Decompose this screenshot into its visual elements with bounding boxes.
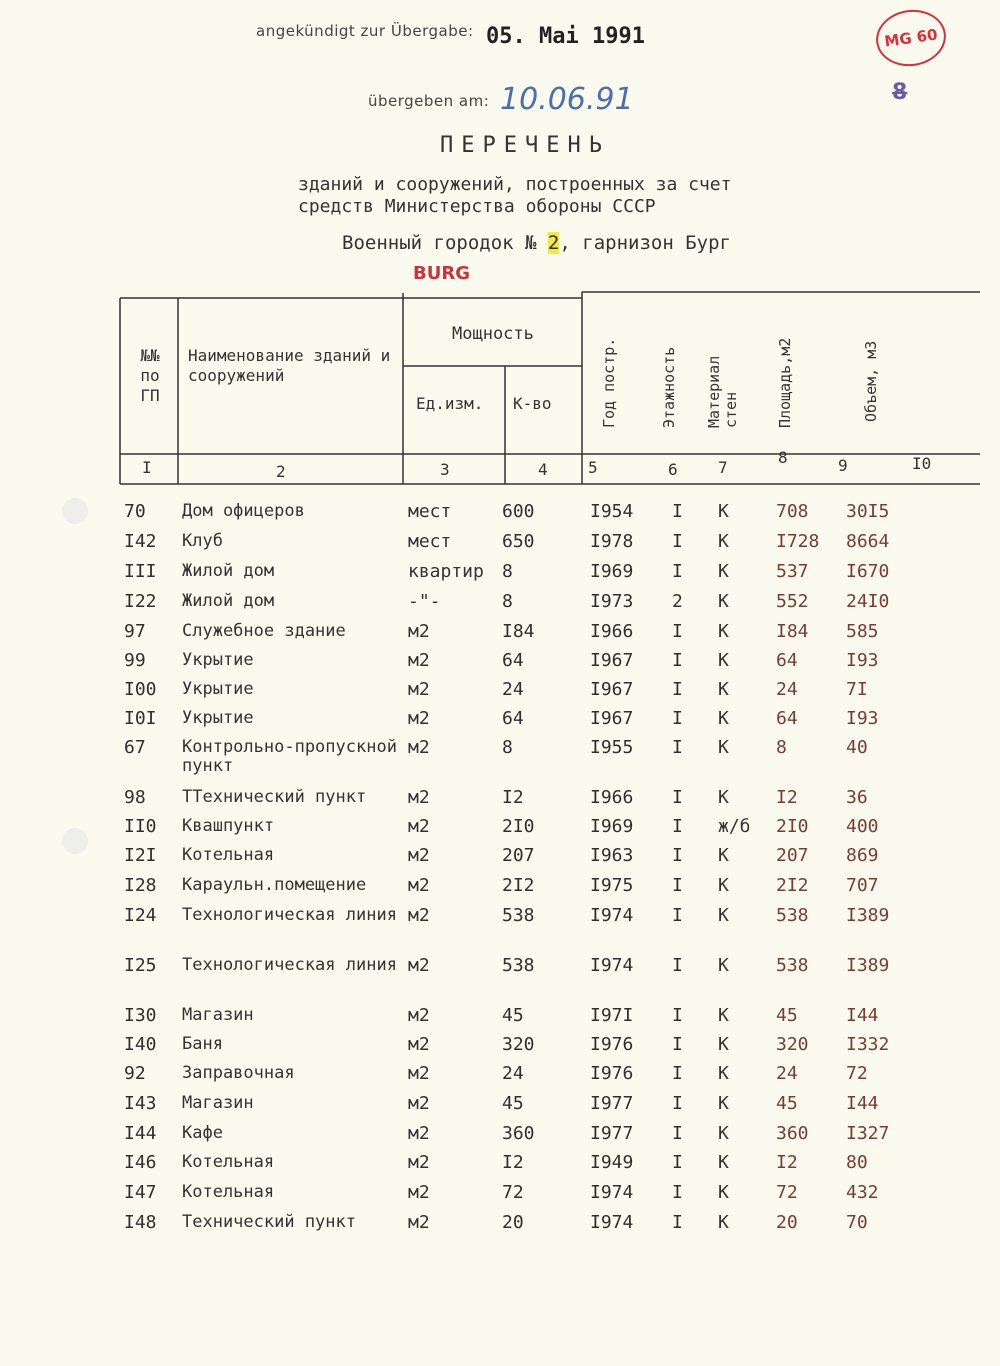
cell-vol: 70	[846, 1212, 868, 1233]
cell-area: 45	[776, 1093, 798, 1114]
cell-qty: 2I2	[502, 875, 535, 896]
cell-mat: К	[718, 955, 729, 976]
column-number: 7	[718, 458, 728, 477]
cell-floors: I	[672, 737, 683, 758]
cell-mat: К	[718, 501, 729, 522]
cell-name: Технический пункт	[182, 1212, 356, 1232]
cell-floors: 2	[672, 591, 683, 612]
cell-mat: К	[718, 531, 729, 552]
cell-year: I978	[590, 531, 634, 552]
cell-floors: I	[672, 845, 683, 866]
cell-vol: 432	[846, 1182, 879, 1203]
cell-name: Магазин	[182, 1005, 254, 1025]
cell-mat: К	[718, 737, 729, 758]
cell-area: 20	[776, 1212, 798, 1233]
cell-year: I966	[590, 621, 634, 642]
cell-qty: 64	[502, 650, 524, 671]
cell-floors: I	[672, 787, 683, 808]
cell-mat: К	[718, 708, 729, 729]
cell-year: I975	[590, 875, 634, 896]
cell-unit: м2	[408, 816, 430, 837]
cell-name: Дом офицеров	[182, 501, 305, 521]
cell-qty: 538	[502, 955, 535, 976]
cell-area: 24	[776, 1063, 798, 1084]
cell-qty: 8	[502, 561, 513, 582]
cell-qty: 20	[502, 1212, 524, 1233]
cell-area: 708	[776, 501, 809, 522]
cell-name: Баня	[182, 1034, 223, 1054]
cell-vol: I389	[846, 905, 890, 926]
header-unit: Ед.изм.	[416, 394, 484, 413]
cell-qty: 72	[502, 1182, 524, 1203]
cell-name: Котельная	[182, 845, 275, 865]
cell-vol: I44	[846, 1093, 879, 1114]
cell-unit: квартир	[408, 561, 484, 582]
cell-area: 537	[776, 561, 809, 582]
column-number: I0	[912, 454, 932, 473]
column-number: 9	[838, 456, 848, 475]
cell-num: I47	[124, 1182, 157, 1203]
cell-mat: К	[718, 845, 729, 866]
cell-mat: К	[718, 1063, 729, 1084]
cell-area: 360	[776, 1123, 809, 1144]
cell-mat: К	[718, 787, 729, 808]
cell-year: I954	[590, 501, 634, 522]
cell-qty: I2	[502, 787, 524, 808]
cell-num: I43	[124, 1093, 157, 1114]
corner-number: 8	[892, 80, 908, 105]
cell-num: III	[124, 561, 157, 582]
cell-mat: К	[718, 1093, 729, 1114]
cell-qty: 24	[502, 1063, 524, 1084]
cell-year: I963	[590, 845, 634, 866]
cell-floors: I	[672, 501, 683, 522]
cell-name: Технологическая линия	[182, 955, 397, 975]
cell-unit: м2	[408, 1034, 430, 1055]
cell-num: I48	[124, 1212, 157, 1233]
cell-floors: I	[672, 531, 683, 552]
cell-mat: К	[718, 1212, 729, 1233]
cell-qty: I84	[502, 621, 535, 642]
cell-year: I967	[590, 708, 634, 729]
cell-year: I974	[590, 955, 634, 976]
cell-floors: I	[672, 1005, 683, 1026]
cell-name: ТТехнический пункт	[182, 787, 367, 807]
cell-num: I30	[124, 1005, 157, 1026]
garrison-suffix: , гарнизон Бург	[559, 232, 731, 254]
cell-num: 99	[124, 650, 146, 671]
cell-unit: м2	[408, 708, 430, 729]
cell-vol: 400	[846, 816, 879, 837]
header-name: Наименование зданий и сооружений	[188, 346, 391, 385]
cell-mat: К	[718, 1152, 729, 1173]
cell-year: I969	[590, 816, 634, 837]
cell-mat: К	[718, 905, 729, 926]
cell-area: I84	[776, 621, 809, 642]
cell-unit: м2	[408, 1123, 430, 1144]
cell-year: I969	[590, 561, 634, 582]
cell-year: I97I	[590, 1005, 634, 1026]
cell-qty: 538	[502, 905, 535, 926]
cell-area: 72	[776, 1182, 798, 1203]
cell-mat: К	[718, 591, 729, 612]
cell-area: 64	[776, 650, 798, 671]
header-year: Год постр.	[600, 337, 618, 428]
cell-year: I974	[590, 1182, 634, 1203]
cell-num: 67	[124, 737, 146, 758]
cell-name: Укрытие	[182, 650, 254, 670]
cell-vol: I93	[846, 708, 879, 729]
cell-area: 24	[776, 679, 798, 700]
header-capacity: Мощность	[452, 324, 534, 344]
cell-vol: 30I5	[846, 501, 890, 522]
cell-num: 98	[124, 787, 146, 808]
handed-date: 10.06.91	[500, 82, 634, 117]
cell-area: 2I0	[776, 816, 809, 837]
cell-vol: 72	[846, 1063, 868, 1084]
cell-floors: I	[672, 875, 683, 896]
cell-vol: I327	[846, 1123, 890, 1144]
cell-mat: К	[718, 561, 729, 582]
cell-unit: м2	[408, 787, 430, 808]
cell-qty: 45	[502, 1093, 524, 1114]
cell-num: I40	[124, 1034, 157, 1055]
cell-unit: мест	[408, 501, 452, 522]
cell-floors: I	[672, 708, 683, 729]
header-area: Площадь,м2	[776, 337, 794, 428]
cell-name: Кафе	[182, 1123, 223, 1143]
cell-qty: 207	[502, 845, 535, 866]
cell-qty: 45	[502, 1005, 524, 1026]
cell-floors: I	[672, 1034, 683, 1055]
cell-name: Караульн.помещение	[182, 875, 367, 895]
cell-area: 2I2	[776, 875, 809, 896]
cell-year: I977	[590, 1123, 634, 1144]
cell-name: Жилой дом	[182, 561, 275, 581]
handed-label: übergeben am:	[368, 92, 490, 110]
cell-name: Клуб	[182, 531, 223, 551]
cell-floors: I	[672, 1182, 683, 1203]
cell-name: Укрытие	[182, 679, 254, 699]
cell-floors: I	[672, 1093, 683, 1114]
cell-unit: м2	[408, 875, 430, 896]
column-number: 5	[588, 458, 598, 477]
cell-vol: 40	[846, 737, 868, 758]
burg-note: BURG	[413, 263, 470, 284]
cell-mat: К	[718, 621, 729, 642]
cell-name: Жилой дом	[182, 591, 275, 611]
cell-area: 320	[776, 1034, 809, 1055]
cell-floors: I	[672, 955, 683, 976]
cell-unit: м2	[408, 621, 430, 642]
cell-unit: -"-	[408, 591, 441, 612]
cell-qty: 64	[502, 708, 524, 729]
cell-qty: 24	[502, 679, 524, 700]
cell-floors: I	[672, 816, 683, 837]
cell-floors: I	[672, 1212, 683, 1233]
cell-floors: I	[672, 1152, 683, 1173]
cell-qty: 320	[502, 1034, 535, 1055]
cell-name: Контрольно-пропускной пункт	[182, 737, 397, 776]
cell-num: I2I	[124, 845, 157, 866]
column-number: 6	[668, 460, 678, 479]
subtitle-line-2: средств Министерства обороны СССР	[298, 196, 656, 217]
garrison-number: 2	[547, 232, 560, 254]
cell-year: I974	[590, 905, 634, 926]
cell-mat: К	[718, 679, 729, 700]
cell-floors: I	[672, 621, 683, 642]
cell-num: I42	[124, 531, 157, 552]
cell-unit: м2	[408, 1152, 430, 1173]
cell-unit: м2	[408, 1182, 430, 1203]
cell-area: 8	[776, 737, 787, 758]
cell-qty: 600	[502, 501, 535, 522]
cell-name: Технологическая линия	[182, 905, 397, 925]
cell-year: I967	[590, 650, 634, 671]
cell-unit: м2	[408, 737, 430, 758]
cell-area: I2	[776, 1152, 798, 1173]
cell-area: 538	[776, 955, 809, 976]
header-num: №№ по ГП	[140, 346, 160, 405]
cell-name: Служебное здание	[182, 621, 346, 641]
cell-vol: I44	[846, 1005, 879, 1026]
cell-vol: 869	[846, 845, 879, 866]
cell-mat: К	[718, 1123, 729, 1144]
cell-area: 64	[776, 708, 798, 729]
cell-year: I976	[590, 1063, 634, 1084]
cell-num: I44	[124, 1123, 157, 1144]
garrison-prefix: Военный городок №	[342, 232, 537, 254]
cell-mat: К	[718, 650, 729, 671]
cell-qty: 8	[502, 591, 513, 612]
subtitle-line-1: зданий и сооружений, построенных за счет	[298, 174, 732, 195]
cell-floors: I	[672, 905, 683, 926]
cell-vol: 585	[846, 621, 879, 642]
cell-year: I955	[590, 737, 634, 758]
cell-year: I966	[590, 787, 634, 808]
cell-num: 92	[124, 1063, 146, 1084]
header-volume: Объем, м3	[862, 340, 880, 422]
cell-unit: м2	[408, 1212, 430, 1233]
cell-unit: м2	[408, 905, 430, 926]
cell-name: Заправочная	[182, 1063, 295, 1083]
cell-mat: ж/б	[718, 816, 751, 837]
cell-unit: м2	[408, 679, 430, 700]
cell-vol: I670	[846, 561, 890, 582]
column-number: 4	[538, 460, 548, 479]
archive-mark-text: MG 60	[883, 25, 939, 51]
cell-year: I976	[590, 1034, 634, 1055]
cell-unit: м2	[408, 955, 430, 976]
cell-area: I2	[776, 787, 798, 808]
header-material: Материал стен	[705, 355, 740, 428]
cell-vol: 707	[846, 875, 879, 896]
cell-qty: 2I0	[502, 816, 535, 837]
cell-mat: К	[718, 875, 729, 896]
cell-num: I0I	[124, 708, 157, 729]
cell-num: I46	[124, 1152, 157, 1173]
cell-vol: 7I	[846, 679, 868, 700]
header-floors: Этажность	[660, 346, 678, 428]
cell-num: I00	[124, 679, 157, 700]
cell-year: I967	[590, 679, 634, 700]
cell-name: Укрытие	[182, 708, 254, 728]
cell-qty: I2	[502, 1152, 524, 1173]
cell-vol: I389	[846, 955, 890, 976]
cell-unit: м2	[408, 1093, 430, 1114]
cell-mat: К	[718, 1005, 729, 1026]
cell-num: I25	[124, 955, 157, 976]
cell-year: I973	[590, 591, 634, 612]
cell-num: II0	[124, 816, 157, 837]
cell-area: 207	[776, 845, 809, 866]
cell-vol: 8664	[846, 531, 890, 552]
cell-vol: 36	[846, 787, 868, 808]
cell-unit: м2	[408, 845, 430, 866]
cell-num: I24	[124, 905, 157, 926]
cell-area: 45	[776, 1005, 798, 1026]
cell-qty: 650	[502, 531, 535, 552]
cell-area: 552	[776, 591, 809, 612]
announced-date: 05. Mai 1991	[486, 24, 645, 49]
cell-vol: I93	[846, 650, 879, 671]
cell-unit: мест	[408, 531, 452, 552]
cell-year: I949	[590, 1152, 634, 1173]
cell-qty: 8	[502, 737, 513, 758]
cell-vol: 80	[846, 1152, 868, 1173]
header-qty: К-во	[513, 394, 552, 413]
cell-unit: м2	[408, 650, 430, 671]
cell-name: Котельная	[182, 1152, 275, 1172]
page-title: ПЕРЕЧЕНЬ	[440, 133, 610, 158]
cell-name: Котельная	[182, 1182, 275, 1202]
cell-num: 97	[124, 621, 146, 642]
cell-floors: I	[672, 650, 683, 671]
cell-area: 538	[776, 905, 809, 926]
announced-label: angekündigt zur Übergabe:	[256, 22, 474, 40]
cell-floors: I	[672, 1063, 683, 1084]
cell-vol: I332	[846, 1034, 890, 1055]
cell-floors: I	[672, 679, 683, 700]
cell-num: I22	[124, 591, 157, 612]
column-number: 2	[276, 462, 286, 481]
column-number: I	[142, 458, 152, 477]
cell-unit: м2	[408, 1063, 430, 1084]
cell-name: Квашпункт	[182, 816, 275, 836]
cell-qty: 360	[502, 1123, 535, 1144]
cell-year: I977	[590, 1093, 634, 1114]
cell-name: Магазин	[182, 1093, 254, 1113]
cell-year: I974	[590, 1212, 634, 1233]
cell-vol: 24I0	[846, 591, 890, 612]
cell-floors: I	[672, 1123, 683, 1144]
cell-num: I28	[124, 875, 157, 896]
cell-area: I728	[776, 531, 820, 552]
cell-mat: К	[718, 1182, 729, 1203]
cell-num: 70	[124, 501, 146, 522]
column-number: 8	[778, 448, 788, 467]
cell-mat: К	[718, 1034, 729, 1055]
cell-unit: м2	[408, 1005, 430, 1026]
cell-floors: I	[672, 561, 683, 582]
column-number: 3	[440, 460, 450, 479]
